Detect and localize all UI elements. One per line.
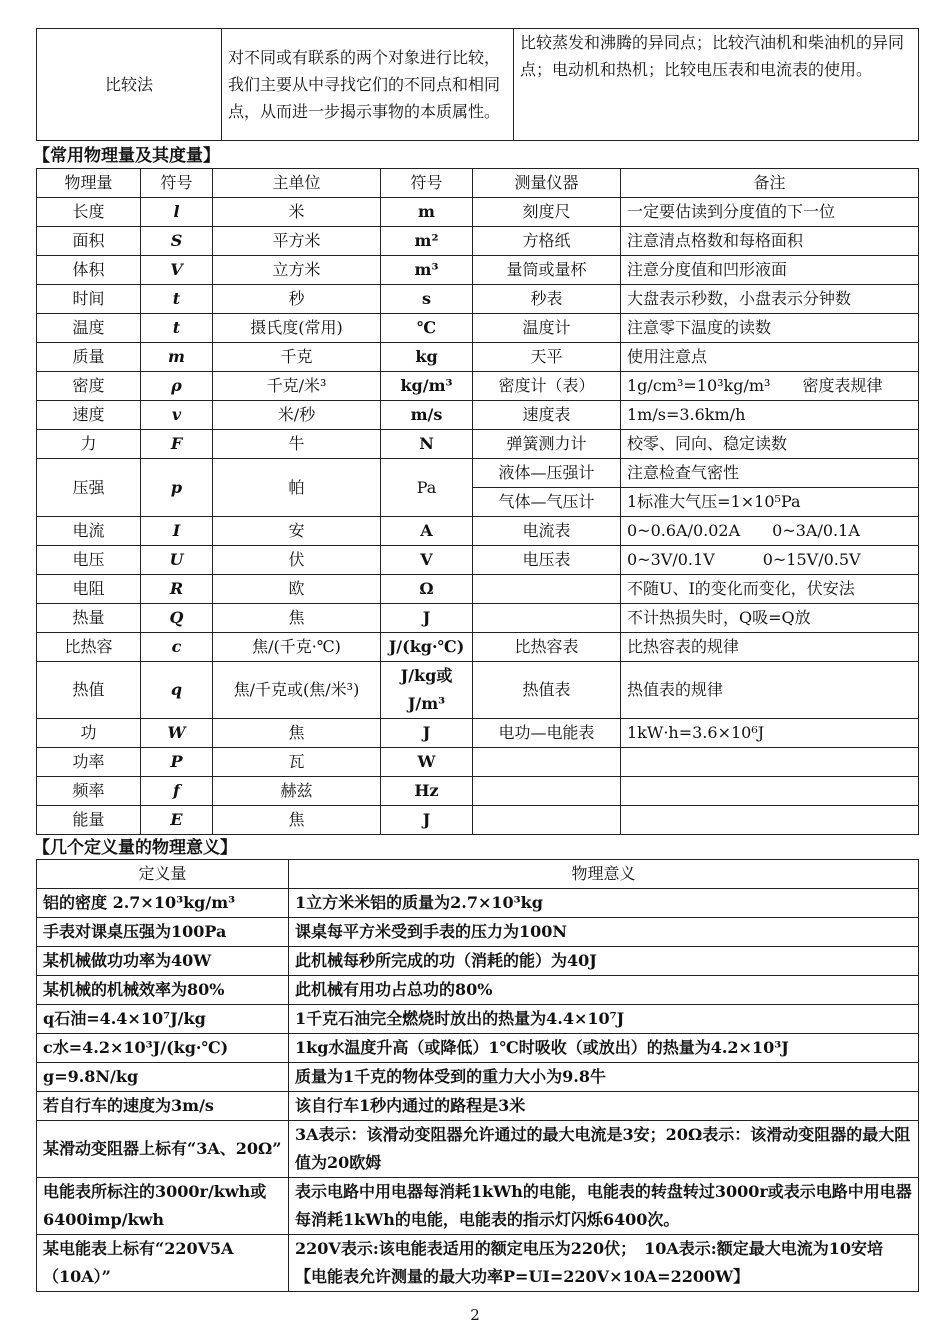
cell-symbol: q [141, 662, 213, 719]
method-example: 比较蒸发和沸腾的异同点；比较汽油机和柴油机的异同点；电动机和热机；比较电压表和电流表的使用。 [514, 29, 919, 141]
cell-unit: 平方米 [213, 227, 381, 256]
cell-instrument [473, 777, 621, 806]
cell-note: 大盘表示秒数，小盘表示分钟数 [621, 285, 919, 314]
cell-quantity: 密度 [37, 372, 141, 401]
table-row [37, 1092, 919, 1121]
cell-unit: 千克/米³ [213, 372, 381, 401]
cell-note [621, 748, 919, 777]
cell-instrument: 秒表 [473, 285, 621, 314]
cell-instrument: 液体—压强计 [473, 459, 621, 488]
cell-symbol: E [141, 806, 213, 835]
cell-unit: 赫兹 [213, 777, 381, 806]
table-row [37, 889, 919, 918]
cell-unit: 焦 [213, 604, 381, 633]
cell-unit-symbol: Ω [381, 575, 473, 604]
table-row [37, 1121, 919, 1178]
cell-note: 不随U、I的变化而变化，伏安法 [621, 575, 919, 604]
cell-instrument: 量筒或量杯 [473, 256, 621, 285]
method-table [36, 28, 919, 141]
cell-unit-symbol: N [381, 430, 473, 459]
cell-unit-symbol: m³ [381, 256, 473, 285]
cell-unit-symbol: m [381, 198, 473, 227]
cell-instrument: 气体—气压计 [473, 488, 621, 517]
cell-instrument: 天平 [473, 343, 621, 372]
cell-symbol: ρ [141, 372, 213, 401]
cell-symbol: R [141, 575, 213, 604]
table-row [37, 633, 919, 662]
table-row [37, 748, 919, 777]
table-row [37, 1178, 919, 1235]
cell-quantity: 热值 [37, 662, 141, 719]
cell-symbol: W [141, 719, 213, 748]
cell-instrument [473, 575, 621, 604]
cell-note: 0~3V/0.1V 0~15V/0.5V [621, 546, 919, 575]
cell-unit: 欧 [213, 575, 381, 604]
col-header-defined-quantity: 定义量 [37, 860, 289, 889]
cell-unit-symbol: m² [381, 227, 473, 256]
cell-unit: 立方米 [213, 256, 381, 285]
cell-defined-quantity: 铝的密度 2.7×10³kg/m³ [37, 889, 289, 918]
cell-note: 1kW·h=3.6×10⁶J [621, 719, 919, 748]
cell-instrument: 速度表 [473, 401, 621, 430]
cell-instrument: 刻度尺 [473, 198, 621, 227]
table-row [37, 777, 919, 806]
units-heading: 【常用物理量及其度量】 [33, 146, 220, 166]
col-header-note: 备注 [621, 169, 919, 198]
cell-quantity: 压强 [37, 459, 141, 517]
col-header-symbol: 符号 [141, 169, 213, 198]
cell-symbol: m [141, 343, 213, 372]
table-row [37, 1235, 919, 1292]
cell-unit-symbol: J [381, 604, 473, 633]
cell-quantity: 频率 [37, 777, 141, 806]
cell-meaning: 该自行车1秒内通过的路程是3米 [289, 1092, 919, 1121]
cell-quantity: 电流 [37, 517, 141, 546]
cell-symbol: c [141, 633, 213, 662]
cell-meaning: 课桌每平方米受到手表的压力为100N [289, 918, 919, 947]
cell-instrument: 弹簧测力计 [473, 430, 621, 459]
cell-symbol: I [141, 517, 213, 546]
table-row [37, 459, 919, 488]
col-header-quantity: 物理量 [37, 169, 141, 198]
table-row [37, 1005, 919, 1034]
cell-instrument: 电功—电能表 [473, 719, 621, 748]
cell-instrument: 密度计（表） [473, 372, 621, 401]
col-header-unit: 主单位 [213, 169, 381, 198]
cell-note [621, 777, 919, 806]
cell-unit: 焦/千克或(焦/米³) [213, 662, 381, 719]
page-number: 2 [470, 1306, 480, 1324]
cell-unit-symbol: Hz [381, 777, 473, 806]
cell-quantity: 温度 [37, 314, 141, 343]
cell-defined-quantity: c水=4.2×10³J/(kg·℃) [37, 1034, 289, 1063]
table-row [37, 198, 919, 227]
cell-unit-symbol: J/(kg·℃) [381, 633, 473, 662]
table-row [37, 1034, 919, 1063]
cell-note: 注意清点格数和每格面积 [621, 227, 919, 256]
cell-unit-symbol: ℃ [381, 314, 473, 343]
cell-unit: 米 [213, 198, 381, 227]
cell-unit-symbol: kg [381, 343, 473, 372]
table-row [37, 976, 919, 1005]
table-row [37, 227, 919, 256]
cell-symbol: f [141, 777, 213, 806]
cell-unit: 摄氏度(常用) [213, 314, 381, 343]
cell-note: 热值表的规律 [621, 662, 919, 719]
cell-unit: 焦 [213, 719, 381, 748]
cell-symbol: v [141, 401, 213, 430]
cell-symbol: F [141, 430, 213, 459]
cell-meaning: 质量为1千克的物体受到的重力大小为9.8牛 [289, 1063, 919, 1092]
cell-unit-symbol: kg/m³ [381, 372, 473, 401]
cell-quantity: 热量 [37, 604, 141, 633]
cell-unit: 秒 [213, 285, 381, 314]
table-row [37, 806, 919, 835]
cell-unit: 安 [213, 517, 381, 546]
cell-instrument: 电压表 [473, 546, 621, 575]
cell-note: 注意检查气密性 [621, 459, 919, 488]
cell-note: 0~0.6A/0.02A 0~3A/0.1A [621, 517, 919, 546]
table-row [37, 343, 919, 372]
cell-quantity: 时间 [37, 285, 141, 314]
meaning-heading: 【几个定义量的物理意义】 [33, 838, 237, 858]
cell-defined-quantity: 若自行车的速度为3m/s [37, 1092, 289, 1121]
cell-quantity: 电压 [37, 546, 141, 575]
table-row [37, 719, 919, 748]
cell-meaning: 1立方米米铝的质量为2.7×10³kg [289, 889, 919, 918]
cell-defined-quantity: 某电能表上标有“220V5A（10A）” [37, 1235, 289, 1292]
cell-defined-quantity: 某机械做功功率为40W [37, 947, 289, 976]
cell-unit: 焦 [213, 806, 381, 835]
cell-instrument: 比热容表 [473, 633, 621, 662]
table-row [37, 256, 919, 285]
cell-defined-quantity: q石油=4.4×10⁷J/kg [37, 1005, 289, 1034]
cell-meaning: 表示电路中用电器每消耗1kWh的电能，电能表的转盘转过3000r或表示电路中用电器每消耗1kWh的电能，电能表的指示灯闪烁6400次。 [289, 1178, 919, 1235]
cell-symbol: U [141, 546, 213, 575]
table-row [37, 285, 919, 314]
meaning-table [36, 859, 919, 1292]
cell-unit: 瓦 [213, 748, 381, 777]
cell-quantity: 能量 [37, 806, 141, 835]
col-header-meaning: 物理意义 [289, 860, 919, 889]
cell-note: 注意分度值和凹形液面 [621, 256, 919, 285]
cell-unit-symbol: Pa [381, 459, 473, 517]
cell-instrument [473, 806, 621, 835]
cell-unit: 牛 [213, 430, 381, 459]
table-row [37, 372, 919, 401]
cell-symbol: t [141, 285, 213, 314]
cell-unit: 焦/(千克·℃) [213, 633, 381, 662]
cell-symbol: Q [141, 604, 213, 633]
cell-instrument: 方格纸 [473, 227, 621, 256]
cell-note: 使用注意点 [621, 343, 919, 372]
col-header-unit-symbol: 符号 [381, 169, 473, 198]
cell-note: 1m/s=3.6km/h [621, 401, 919, 430]
cell-instrument [473, 748, 621, 777]
table-row [37, 401, 919, 430]
cell-quantity: 长度 [37, 198, 141, 227]
cell-quantity: 功率 [37, 748, 141, 777]
cell-unit-symbol: s [381, 285, 473, 314]
table-row [37, 918, 919, 947]
cell-note: 1g/cm³=10³kg/m³ 密度表规律 [621, 372, 919, 401]
table-row [37, 575, 919, 604]
cell-symbol: p [141, 459, 213, 517]
method-desc: 对不同或有联系的两个对象进行比较，我们主要从中寻找它们的不同点和相同点，从而进一步揭示事物的本质属性。 [222, 29, 514, 141]
cell-meaning: 220V表示:该电能表适用的额定电压为220伏； 10A表示:额定最大电流为10安培【电能表允许测量的最大功率P=UI=220V×10A=2200W】 [289, 1235, 919, 1292]
cell-instrument: 电流表 [473, 517, 621, 546]
table-row [37, 517, 919, 546]
cell-defined-quantity: 某机械的机械效率为80% [37, 976, 289, 1005]
table-row [37, 314, 919, 343]
table-row [37, 546, 919, 575]
method-name: 比较法 [37, 29, 222, 141]
cell-meaning: 此机械每秒所完成的功（消耗的能）为40J [289, 947, 919, 976]
cell-defined-quantity: 电能表所标注的3000r/kwh或6400imp/kwh [37, 1178, 289, 1235]
cell-quantity: 比热容 [37, 633, 141, 662]
cell-symbol: S [141, 227, 213, 256]
cell-unit-symbol: m/s [381, 401, 473, 430]
table-row [37, 662, 919, 719]
cell-note [621, 806, 919, 835]
cell-instrument: 温度计 [473, 314, 621, 343]
cell-note: 校零、同向、稳定读数 [621, 430, 919, 459]
cell-unit-symbol: W [381, 748, 473, 777]
cell-meaning: 3A表示：该滑动变阻器允许通过的最大电流是3安；20Ω表示：该滑动变阻器的最大阻值为20欧姆 [289, 1121, 919, 1178]
table-row [37, 1063, 919, 1092]
cell-quantity: 功 [37, 719, 141, 748]
cell-quantity: 面积 [37, 227, 141, 256]
cell-unit: 伏 [213, 546, 381, 575]
cell-unit: 千克 [213, 343, 381, 372]
cell-defined-quantity: 手表对课桌压强为100Pa [37, 918, 289, 947]
cell-unit-symbol: V [381, 546, 473, 575]
cell-symbol: l [141, 198, 213, 227]
cell-note: 比热容表的规律 [621, 633, 919, 662]
cell-unit-symbol: J/kg或J/m³ [381, 662, 473, 719]
cell-quantity: 力 [37, 430, 141, 459]
cell-unit: 米/秒 [213, 401, 381, 430]
col-header-instrument: 测量仪器 [473, 169, 621, 198]
cell-unit-symbol: J [381, 719, 473, 748]
cell-symbol: t [141, 314, 213, 343]
cell-quantity: 质量 [37, 343, 141, 372]
table-row [37, 430, 919, 459]
cell-unit: 帕 [213, 459, 381, 517]
cell-unit-symbol: A [381, 517, 473, 546]
cell-quantity: 电阻 [37, 575, 141, 604]
cell-instrument: 热值表 [473, 662, 621, 719]
cell-instrument [473, 604, 621, 633]
cell-quantity: 速度 [37, 401, 141, 430]
cell-meaning: 此机械有用功占总功的80% [289, 976, 919, 1005]
cell-symbol: P [141, 748, 213, 777]
cell-note: 1标准大气压=1×10⁵Pa [621, 488, 919, 517]
table-header-row [37, 169, 919, 198]
table-row [37, 947, 919, 976]
cell-meaning: 1千克石油完全燃烧时放出的热量为4.4×10⁷J [289, 1005, 919, 1034]
cell-defined-quantity: g=9.8N/kg [37, 1063, 289, 1092]
cell-quantity: 体积 [37, 256, 141, 285]
cell-note: 注意零下温度的读数 [621, 314, 919, 343]
cell-note: 不计热损失时，Q吸=Q放 [621, 604, 919, 633]
cell-symbol: V [141, 256, 213, 285]
table-header-row [37, 860, 919, 889]
table-row [37, 29, 919, 141]
units-table [36, 168, 919, 835]
table-row [37, 604, 919, 633]
cell-unit-symbol: J [381, 806, 473, 835]
cell-defined-quantity: 某滑动变阻器上标有“3A、20Ω” [37, 1121, 289, 1178]
cell-note: 一定要估读到分度值的下一位 [621, 198, 919, 227]
cell-meaning: 1kg水温度升高（或降低）1℃时吸收（或放出）的热量为4.2×10³J [289, 1034, 919, 1063]
